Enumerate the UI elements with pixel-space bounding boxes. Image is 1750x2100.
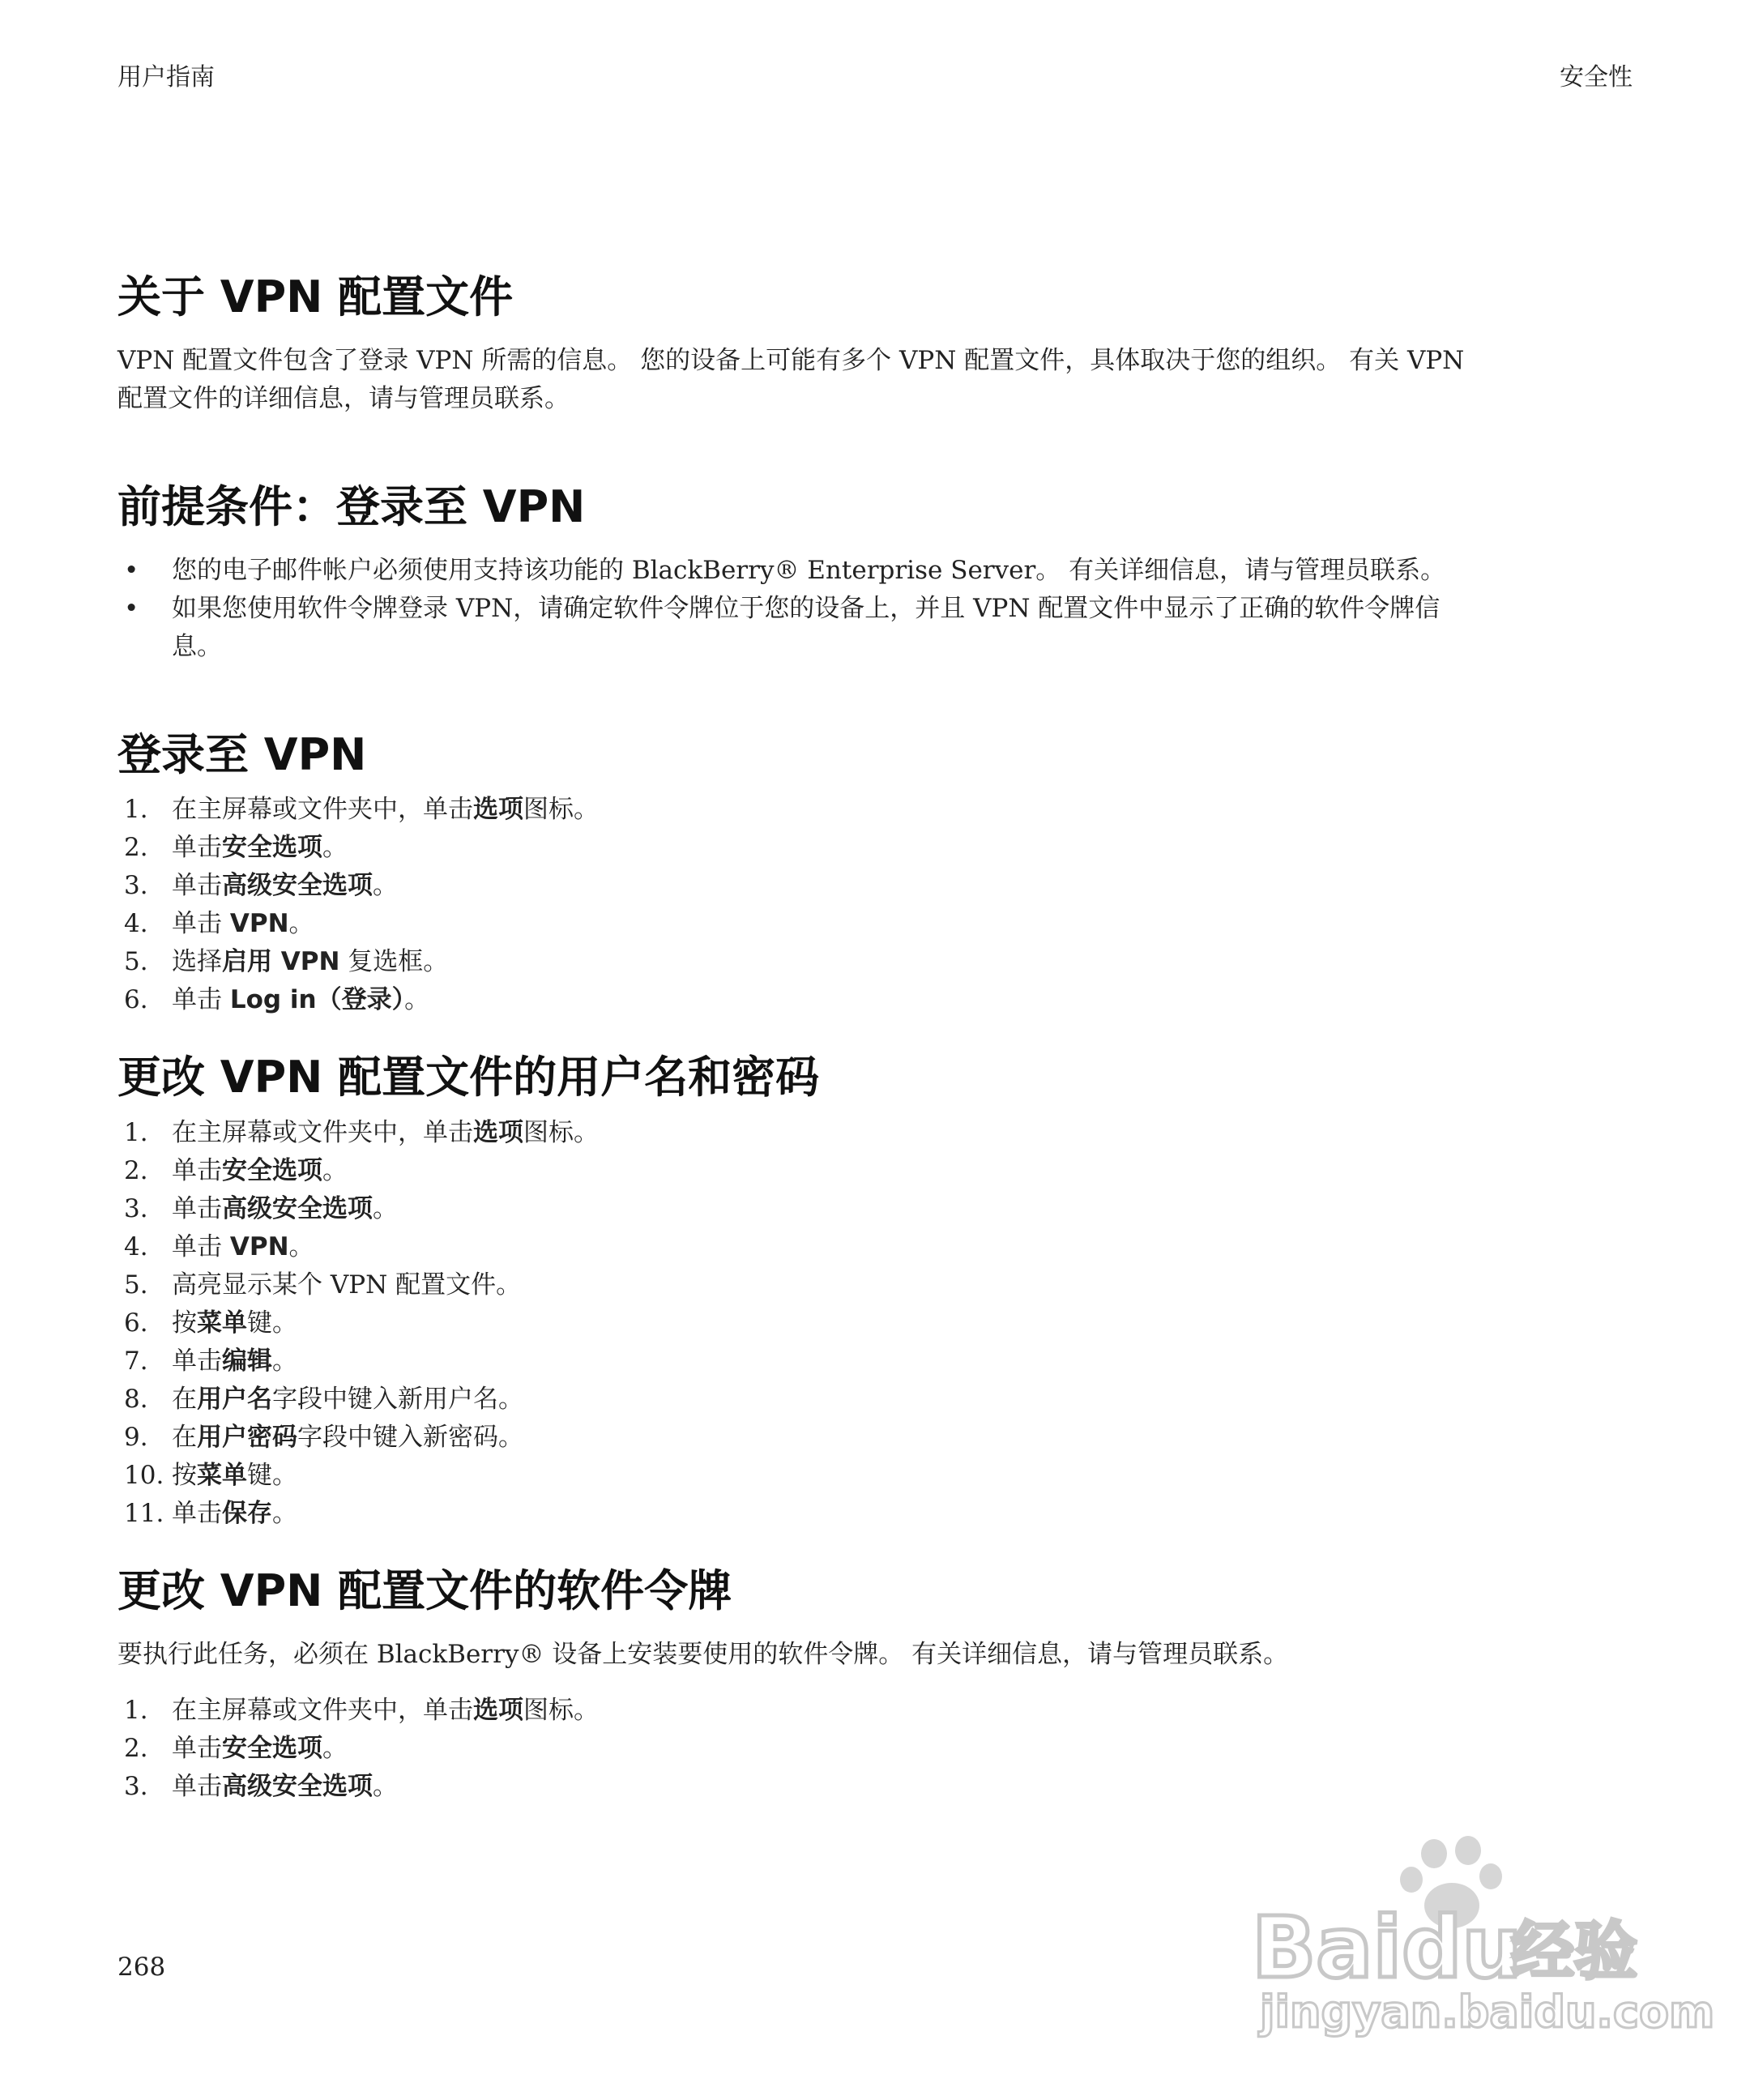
list-item: 4. 单击 VPN。 (124, 1232, 314, 1262)
section-title-prerequisites: 前提条件：登录至 VPN (117, 480, 586, 532)
running-header-left: 用户指南 (117, 63, 215, 92)
list-item: 2. 单击安全选项。 (124, 833, 348, 863)
section-title-change-credentials: 更改 VPN 配置文件的用户名和密码 (117, 1052, 820, 1103)
list-item: 2. 单击安全选项。 (124, 1733, 348, 1763)
bullet-icon: • (124, 593, 139, 623)
baidu-watermark-logo (1240, 1839, 1715, 2042)
about-line-1: VPN 配置文件包含了登录 VPN 所需的信息。 您的设备上可能有多个 VPN 配置文件，具体取决于您的组织。 有关 VPN (117, 345, 1465, 375)
change-token-paragraph: 要执行此任务，必须在 BlackBerry® 设备上安装要使用的软件令牌。 有关详细信息，请与管理员联系。 (117, 1639, 1289, 1669)
section-title-login-vpn: 登录至 VPN (117, 728, 367, 780)
list-item: 5. 高亮显示某个 VPN 配置文件。 (124, 1270, 522, 1300)
bullet-icon: • (124, 555, 139, 585)
list-item: 3. 单击高级安全选项。 (124, 871, 398, 901)
section-title-about-vpn-profile: 关于 VPN 配置文件 (117, 271, 514, 322)
list-item: 5. 选择启用 VPN 复选框。 (124, 947, 449, 977)
list-item: 11. 单击保存。 (124, 1499, 297, 1529)
change-credentials-steps (117, 1114, 1641, 1533)
change-token-steps (117, 1692, 1641, 1806)
list-item: • 如果您使用软件令牌登录 VPN，请确定软件令牌位于您的设备上，并且 VPN 配置文件中显示了正确的软件令牌信 息。 (117, 590, 1641, 666)
login-steps (117, 791, 1641, 1019)
prereq-list (117, 552, 1641, 666)
list-item: 1. 在主屏幕或文件夹中，单击选项图标。 (124, 1118, 599, 1148)
about-line-2: 配置文件的详细信息，请与管理员联系。 (117, 383, 570, 413)
list-item: 2. 单击安全选项。 (124, 1156, 348, 1186)
list-item: 6. 按菜单键。 (124, 1308, 297, 1338)
watermark-label: 经验 (1511, 1915, 1638, 1988)
list-item: 1. 在主屏幕或文件夹中，单击选项图标。 (124, 1695, 599, 1725)
about-paragraph (117, 342, 1641, 418)
list-item: 6. 单击 Log in（登录）。 (124, 985, 430, 1015)
list-item: 1. 在主屏幕或文件夹中，单击选项图标。 (124, 795, 599, 825)
watermark-url: jingyan.baidu.com (1260, 1987, 1715, 2038)
list-item: 3. 单击高级安全选项。 (124, 1771, 398, 1801)
list-item: 10. 按菜单键。 (124, 1461, 297, 1491)
list-item: 4. 单击 VPN。 (124, 909, 314, 939)
section-title-change-token: 更改 VPN 配置文件的软件令牌 (117, 1565, 732, 1617)
list-item: 3. 单击高级安全选项。 (124, 1194, 398, 1224)
page-content (117, 271, 1641, 1806)
list-item: 7. 单击编辑。 (124, 1347, 297, 1377)
page-number: 268 (117, 1953, 166, 1982)
watermark-brand: Baidu (1252, 1898, 1522, 1997)
list-item: 9. 在用户密码字段中键入新密码。 (124, 1423, 523, 1453)
list-item: 8. 在用户名字段中键入新用户名。 (124, 1385, 523, 1415)
list-item: • 您的电子邮件帐户必须使用支持该功能的 BlackBerry® Enterprise Server。 有关详细信息，请与管理员联系。 (117, 552, 1641, 590)
running-header-right: 安全性 (1560, 63, 1633, 92)
